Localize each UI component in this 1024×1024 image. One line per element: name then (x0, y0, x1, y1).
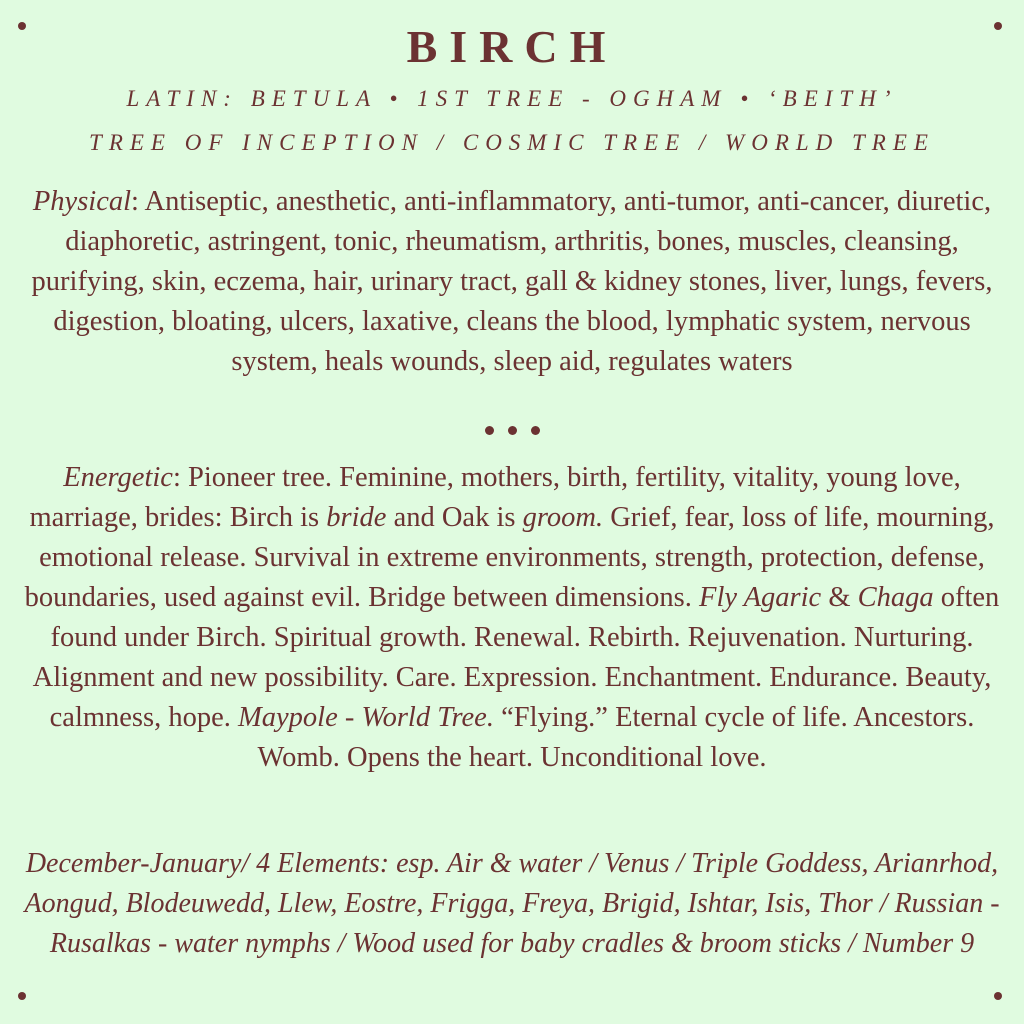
energetic-text-1: : Pioneer tree. Feminine, mothers, birth, fertility, vitality, young love, marriage, brides: Birch is (29, 462, 961, 533)
separator-dots (0, 426, 1024, 435)
page-title: BIRCH (406, 21, 618, 72)
energetic-label: Energetic (63, 462, 173, 493)
correspondences-footer: December-January/ 4 Elements: esp. Air & water / Venus / Triple Goddess, Arianrhod, Aongud, Blodeuwedd, Llew, Eostre, Frigga, Freya, Brigid, Ishtar, Isis, Thor / Russian - Rusalkas - water nymphs / Wood used for baby cradles & broom sticks / Number 9 (24, 848, 1000, 959)
separator-dot (531, 426, 540, 435)
energetic-text-6: “Flying.” Eternal cycle of life. Ancestors. Womb. Opens the heart. Unconditional love. (257, 702, 975, 773)
energetic-italic-maypole: Maypole - World Tree. (238, 702, 494, 733)
subtitle-latin: LATIN: BETULA • 1ST TREE - OGHAM • ‘BEITH’ (126, 86, 898, 111)
physical-section (20, 182, 1004, 382)
physical-label: Physical (32, 186, 132, 217)
separator-dot (508, 426, 517, 435)
energetic-italic-groom: groom. (522, 502, 604, 533)
energetic-italic-bride: bride (326, 502, 387, 533)
energetic-italic-chaga: Chaga (857, 582, 934, 613)
subtitle-tree-names: TREE OF INCEPTION / COSMIC TREE / WORLD TREE (89, 130, 935, 155)
energetic-text-4: & (821, 582, 858, 613)
separator-dot (485, 426, 494, 435)
energetic-text-3: Grief, fear, loss of life, mourning, emotional release. Survival in extreme environments, strength, protection, defense, boundaries, used against evil. Bridge between dimensions. (24, 502, 995, 613)
energetic-section (20, 458, 1004, 778)
energetic-text-5: often found under Birch. Spiritual growth. Renewal. Rebirth. Rejuvenation. Nurturing. Alignment and new possibility. Care. Expression. Enchantment. Endurance. Beauty, calmness, hope. (32, 582, 1000, 733)
energetic-italic-fly-agaric: Fly Agaric (699, 582, 822, 613)
energetic-text-2: and Oak is (386, 502, 523, 533)
physical-text: : Antiseptic, anesthetic, anti-inflammatory, anti-tumor, anti-cancer, diuretic, diaphoretic, astringent, tonic, rheumatism, arthritis, bones, muscles, cleansing, purifying, skin, eczema, hair, urinary tract, gall & kidney stones, liver, lungs, fevers, digestion, bloating, ulcers, laxative, cleans the blood, lymphatic system, nervous system, heals wounds, sleep aid, regulates waters (31, 186, 993, 377)
